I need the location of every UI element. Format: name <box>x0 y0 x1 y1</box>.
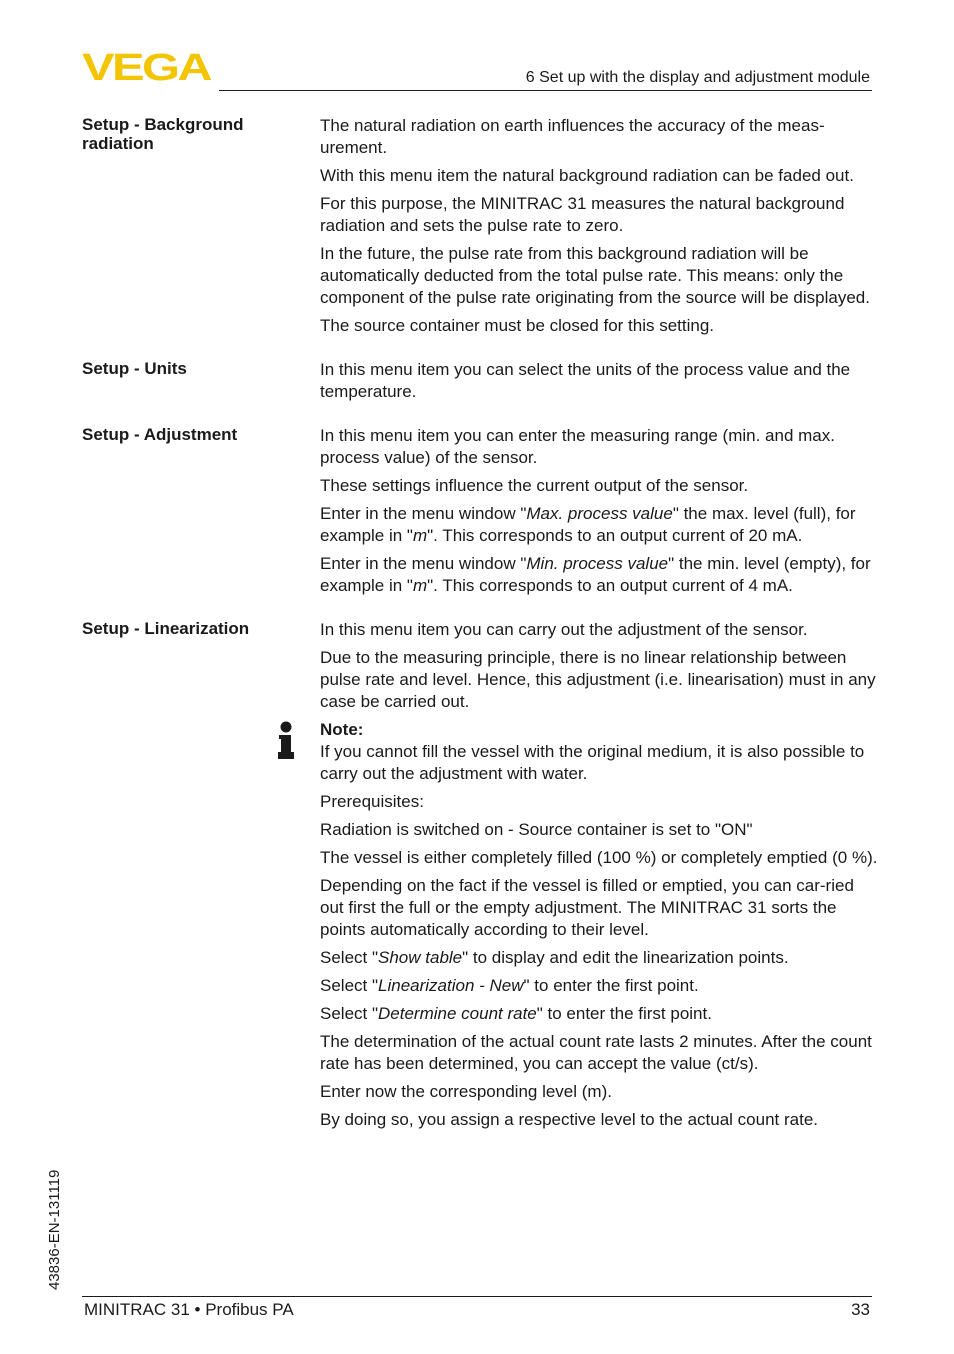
section-linearization <box>82 619 877 1131</box>
page-content <box>82 115 877 1153</box>
section-body <box>320 619 878 713</box>
paragraph: In the future, the pulse rate from this background radiation will be automatically deducted from the total pulse rate. This means: only the component of the pulse rate originating from the source will be displayed. <box>320 244 870 307</box>
paragraph: Depending on the fact if the vessel is filled or emptied, you can car-ried out first the full or the empty adjustment. The MINITRAC 31 sorts the points automatically according to their level. <box>320 876 854 939</box>
paragraph: For this purpose, the MINITRAC 31 measures the natural background radiation and sets the pulse rate to zero. <box>320 194 845 235</box>
paragraph: The natural radiation on earth influences the accuracy of the meas-urement. <box>320 116 825 157</box>
paragraph: Select "Determine count rate" to enter the first point. <box>320 1004 712 1023</box>
section-body <box>320 115 878 337</box>
section-body <box>320 425 878 597</box>
note-text: If you cannot fill the vessel with the original medium, it is also possible to carry out the adjustment with water. <box>320 742 865 783</box>
document-code: 43836-EN-131119 <box>46 1169 63 1290</box>
footer-product: MINITRAC 31 • Profibus PA <box>84 1300 294 1319</box>
chapter-heading: 6 Set up with the display and adjustment module <box>525 69 870 86</box>
info-icon <box>276 721 294 759</box>
section-label: Setup - Background radiation <box>82 115 244 153</box>
footer-divider <box>82 1296 872 1297</box>
paragraph: Select "Show table" to display and edit the linearization points. <box>320 948 789 967</box>
section-body <box>320 359 878 403</box>
paragraph: Enter now the corresponding level (m). <box>320 1082 612 1101</box>
section-background-radiation <box>82 115 877 337</box>
paragraph: Prerequisites: <box>320 792 424 811</box>
paragraph: Select "Linearization - New" to enter the first point. <box>320 976 699 995</box>
paragraph: Enter in the menu window "Min. process value" the min. level (empty), for example in "m". This corresponds to an output current of 4 mA. <box>320 554 871 595</box>
section-adjustment <box>82 425 877 597</box>
section-units <box>82 359 877 403</box>
paragraph: The determination of the actual count rate lasts 2 minutes. After the count rate has been determined, you can accept the value (ct/s). <box>320 1032 872 1073</box>
paragraph: Enter in the menu window "Max. process value" the max. level (full), for example in "m". This corresponds to an output current of 20 mA. <box>320 504 856 545</box>
section-label: Setup - Linearization <box>82 619 250 638</box>
note-box <box>82 719 877 1131</box>
paragraph <box>320 719 878 785</box>
paragraph: In this menu item you can select the units of the process value and the temperature. <box>320 360 851 401</box>
paragraph: The source container must be closed for this setting. <box>320 316 715 335</box>
paragraph: In this menu item you can carry out the adjustment of the sensor. <box>320 620 808 639</box>
paragraph: These settings influence the current output of the sensor. <box>320 476 749 495</box>
vega-logo <box>82 50 212 84</box>
page-number: 33 <box>851 1300 870 1319</box>
note-body <box>320 719 878 1131</box>
section-label: Setup - Adjustment <box>82 425 238 444</box>
section-label: Setup - Units <box>82 359 187 378</box>
paragraph: Radiation is switched on - Source container is set to "ON" <box>320 820 753 839</box>
paragraph: Due to the measuring principle, there is no linear relationship between pulse rate and level. Hence, this adjustment (i.e. linearisation) must in any case be carried out. <box>320 648 876 711</box>
paragraph: In this menu item you can enter the measuring range (min. and max. process value) of the sensor. <box>320 426 835 467</box>
note-title: Note: <box>320 720 364 739</box>
paragraph: With this menu item the natural background radiation can be faded out. <box>320 166 854 185</box>
paragraph: The vessel is either completely filled (100 %) or completely emptied (0 %). <box>320 848 878 867</box>
svg-text:VEGA: VEGA <box>82 50 212 84</box>
paragraph: By doing so, you assign a respective level to the actual count rate. <box>320 1110 819 1129</box>
header-divider <box>219 90 872 91</box>
